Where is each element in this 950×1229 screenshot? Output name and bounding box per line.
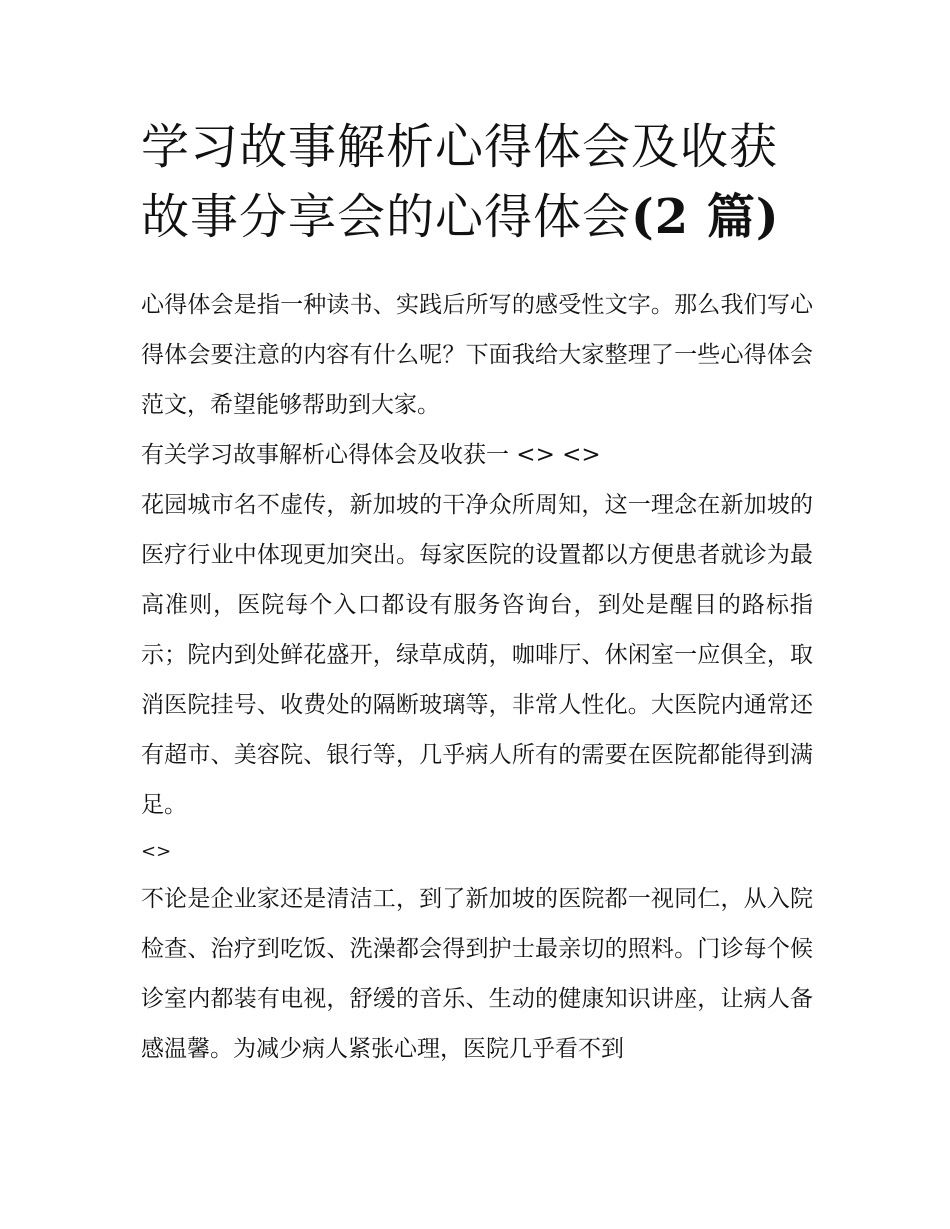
body-paragraph-2: 不论是企业家还是清洁工，到了新加坡的医院都一视同仁，从入院检查、治疗到吃饭、洗澡都会得到护士最亲切的照料。门诊每个候诊室内都装有电视，舒缓的音乐、生动的健康知识讲座，让病人备感温馨。为减少病人紧张心理，医院几乎看不到: [141, 886, 813, 1062]
document-title: [141, 112, 813, 252]
placeholder-marker: <>: [141, 841, 172, 862]
body-paragraph-1: 花园城市名不虚传，新加坡的干净众所周知，这一理念在新加坡的医疗行业中体现更加突出。每家医院的设置都以方便患者就诊为最高准则，医院每个入口都设有服务咨询台，到处是醒目的路标指示；院内到处鲜花盛开，绿草成荫，咖啡厅、休闲室一应俱全，取消医院挂号、收费处的隔断玻璃等，非常人性化。大医院内通常还有超市、美容院、银行等，几乎病人所有的需要在医院都能得到满足。: [141, 492, 813, 818]
section-heading: 有关学习故事解析心得体会及收获一 <> <>: [141, 442, 601, 468]
title-line-2: 故事分享会的心得体会: [141, 189, 632, 245]
document-body: [141, 112, 813, 1074]
intro-paragraph: 心得体会是指一种读书、实践后所写的感受性文字。那么我们写心得体会要注意的内容有什么呢？下面我给大家整理了一些心得体会范文，希望能够帮助到大家。: [141, 292, 813, 418]
title-line-1: 学习故事解析心得体会及收获: [141, 119, 779, 175]
title-article-count: (2 篇): [631, 189, 780, 245]
